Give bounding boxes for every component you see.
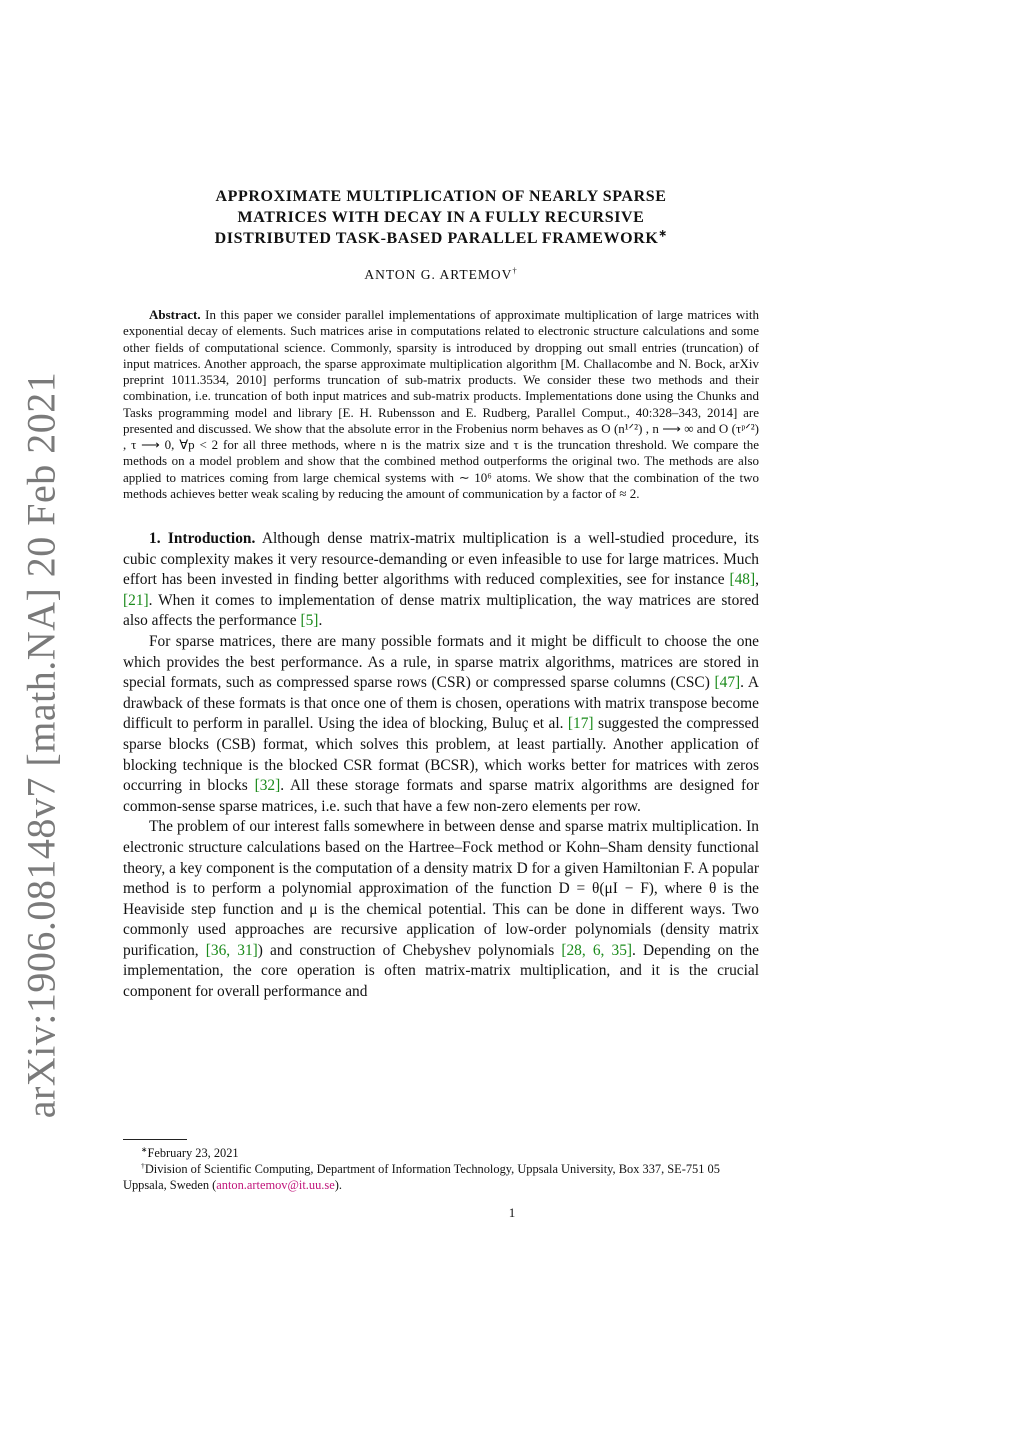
abstract-paragraph (123, 307, 759, 502)
p1-text-e: . (318, 612, 323, 630)
intro-paragraph-1 (123, 529, 759, 632)
title-line-3-text: DISTRIBUTED TASK-BASED PARALLEL FRAMEWORK (214, 230, 659, 247)
citation-link[interactable]: [48] (729, 571, 756, 589)
section-heading: 1. Introduction. (149, 530, 256, 547)
footnote-rule (123, 1139, 187, 1140)
p2-text-b: . A drawback of these formats is that once one of them is chosen, operations with matrix transpose become difficult to perform in parallel. Using the idea of blocking, Buluç et al. (123, 674, 759, 733)
title-line-1: APPROXIMATE MULTIPLICATION OF NEARLY SPARSE (215, 188, 667, 205)
citation-link[interactable]: [5] (300, 612, 319, 630)
p1-text-b: , (755, 571, 759, 589)
abstract-label: Abstract. (149, 307, 201, 322)
footnote-1-text: February 23, 2021 (147, 1146, 239, 1160)
arxiv-identifier: arXiv:1906.08148v7 [math.NA] 20 Feb 2021 (18, 371, 64, 1119)
footnotes (123, 1139, 759, 1193)
paper-page (123, 186, 759, 1003)
citation-link[interactable]: [47] (714, 674, 741, 692)
intro-paragraph-3 (123, 817, 759, 1002)
page-number: 1 (508, 1205, 516, 1220)
introduction-section (123, 529, 759, 1003)
author-name: ANTON G. ARTEMOV (364, 267, 513, 282)
abstract (123, 307, 759, 502)
p2-text-a: For sparse matrices, there are many possible formats and it might be difficult to choose the one which provides the best performance. As a rule, in sparse matrix algorithms, matrices are stored in special formats, such as compressed sparse rows (CSR) or compressed sparse columns (CSC) (123, 632, 759, 692)
citation-link[interactable]: [36, 31] (205, 941, 258, 959)
title-line-2: MATRICES WITH DECAY IN A FULLY RECURSIVE (237, 209, 645, 226)
footnote-2 (123, 1161, 759, 1193)
title-line-3 (123, 228, 759, 249)
email-link[interactable]: anton.artemov@it.uu.se (216, 1178, 335, 1192)
author-footnote-mark: † (512, 266, 518, 276)
p3-text-c: . Depending on the implementation, the core operation is often matrix-matrix multiplication, and it is the crucial component for overall performance and (123, 941, 759, 1001)
p1-text-a: Although dense matrix-matrix multiplication is a well-studied procedure, its cubic complexity makes it very resource-demanding or even infeasible to use for large matrices. Much effort has been invested in finding better algorithms with reduced complexities, see for instance (123, 530, 759, 589)
footnote-1-mark: ∗ (141, 1144, 148, 1154)
citation-link[interactable]: [32] (254, 777, 281, 795)
citation-link[interactable]: [17] (567, 715, 594, 733)
p3-text-a: The problem of our interest falls somewhere in between dense and sparse matrix multiplication. In electronic structure calculations based on the Hartree–Fock method or Kohn–Sham density functional theory, a key component is the computation of a density matrix D for a given Hamiltonian F. A popular method is to perform a polynomial approximation of the function D = θ(μI − F), where θ is the Heaviside step function and μ is the chemical potential. This can be done in different ways. Two commonly used approaches are recursive application of low-order polynomials (density matrix purification, (123, 818, 759, 959)
title-footnote-mark: ∗ (658, 228, 668, 240)
footnote-list (123, 1145, 759, 1193)
footnote-2-mark: † (141, 1160, 145, 1170)
author (123, 267, 759, 283)
arxiv-sidebar (12, 371, 70, 1119)
citation-link[interactable]: [21] (123, 591, 149, 609)
footnote-2-end: ). (334, 1178, 342, 1192)
footnote-2-text: Division of Scientific Computing, Department of Information Technology, Uppsala University, Box 337, SE-751 05 Uppsala, Sweden ( (123, 1162, 720, 1192)
p2-text-c: suggested the compressed sparse blocks (CSB) format, which solves this problem, at least partially. Another application of blocking technique is the blocked CSR format (BCSR), which works better for matrices with zeros occurring in blocks (123, 715, 759, 795)
abstract-text: In this paper we consider parallel implementations of approximate multiplication of large matrices with exponential decay of elements. Such matrices arise in computations related to electronic structure calculations and some other fields of computational science. Commonly, sparsity is introduced by dropping out small entries (truncation) of input matrices. Another approach, the sparse approximate multiplication algorithm [M. Challacombe and N. Bock, arXiv preprint 1011.3534, 2010] performs truncation of sub-matrix products. We consider these two methods and their combination, i.e. truncation of both input matrices and sub-matrix products. Implementations done using the Chunks and Tasks programming model and library [E. H. Rubensson and E. Rudberg, Parallel Comput., 40:328–343, 2014] are presented and discussed. We show that the absolute error in the Frobenius norm behaves as O (n¹ᐟ²) , n ⟶ ∞ and O (τᵖᐟ²) , τ ⟶ 0, ∀p < 2 for all three methods, where n is the matrix size and τ is the truncation threshold. We compare the methods on a model problem and show that the combined method outperforms the original two. The methods are also applied to matrices coming from large chemical systems with ∼ 10⁶ atoms. We show that the combination of the two methods achieves better weak scaling by reducing the amount of communication by a factor of ≈ 2. (123, 307, 760, 501)
footnote-1 (123, 1145, 759, 1161)
p1-text-d: . When it comes to implementation of dense matrix multiplication, the way matrices are stored also affects the performance (123, 591, 759, 630)
paper-title (123, 186, 759, 249)
intro-paragraph-2 (123, 632, 759, 817)
p3-text-b: ) and construction of Chebyshev polynomials (257, 941, 562, 959)
p2-text-d: . All these storage formats and sparse matrix algorithms are designed for common-sense sparse matrices, i.e. such that have a few non-zero elements per row. (123, 777, 760, 815)
citation-link[interactable]: [28, 6, 35] (561, 941, 633, 959)
